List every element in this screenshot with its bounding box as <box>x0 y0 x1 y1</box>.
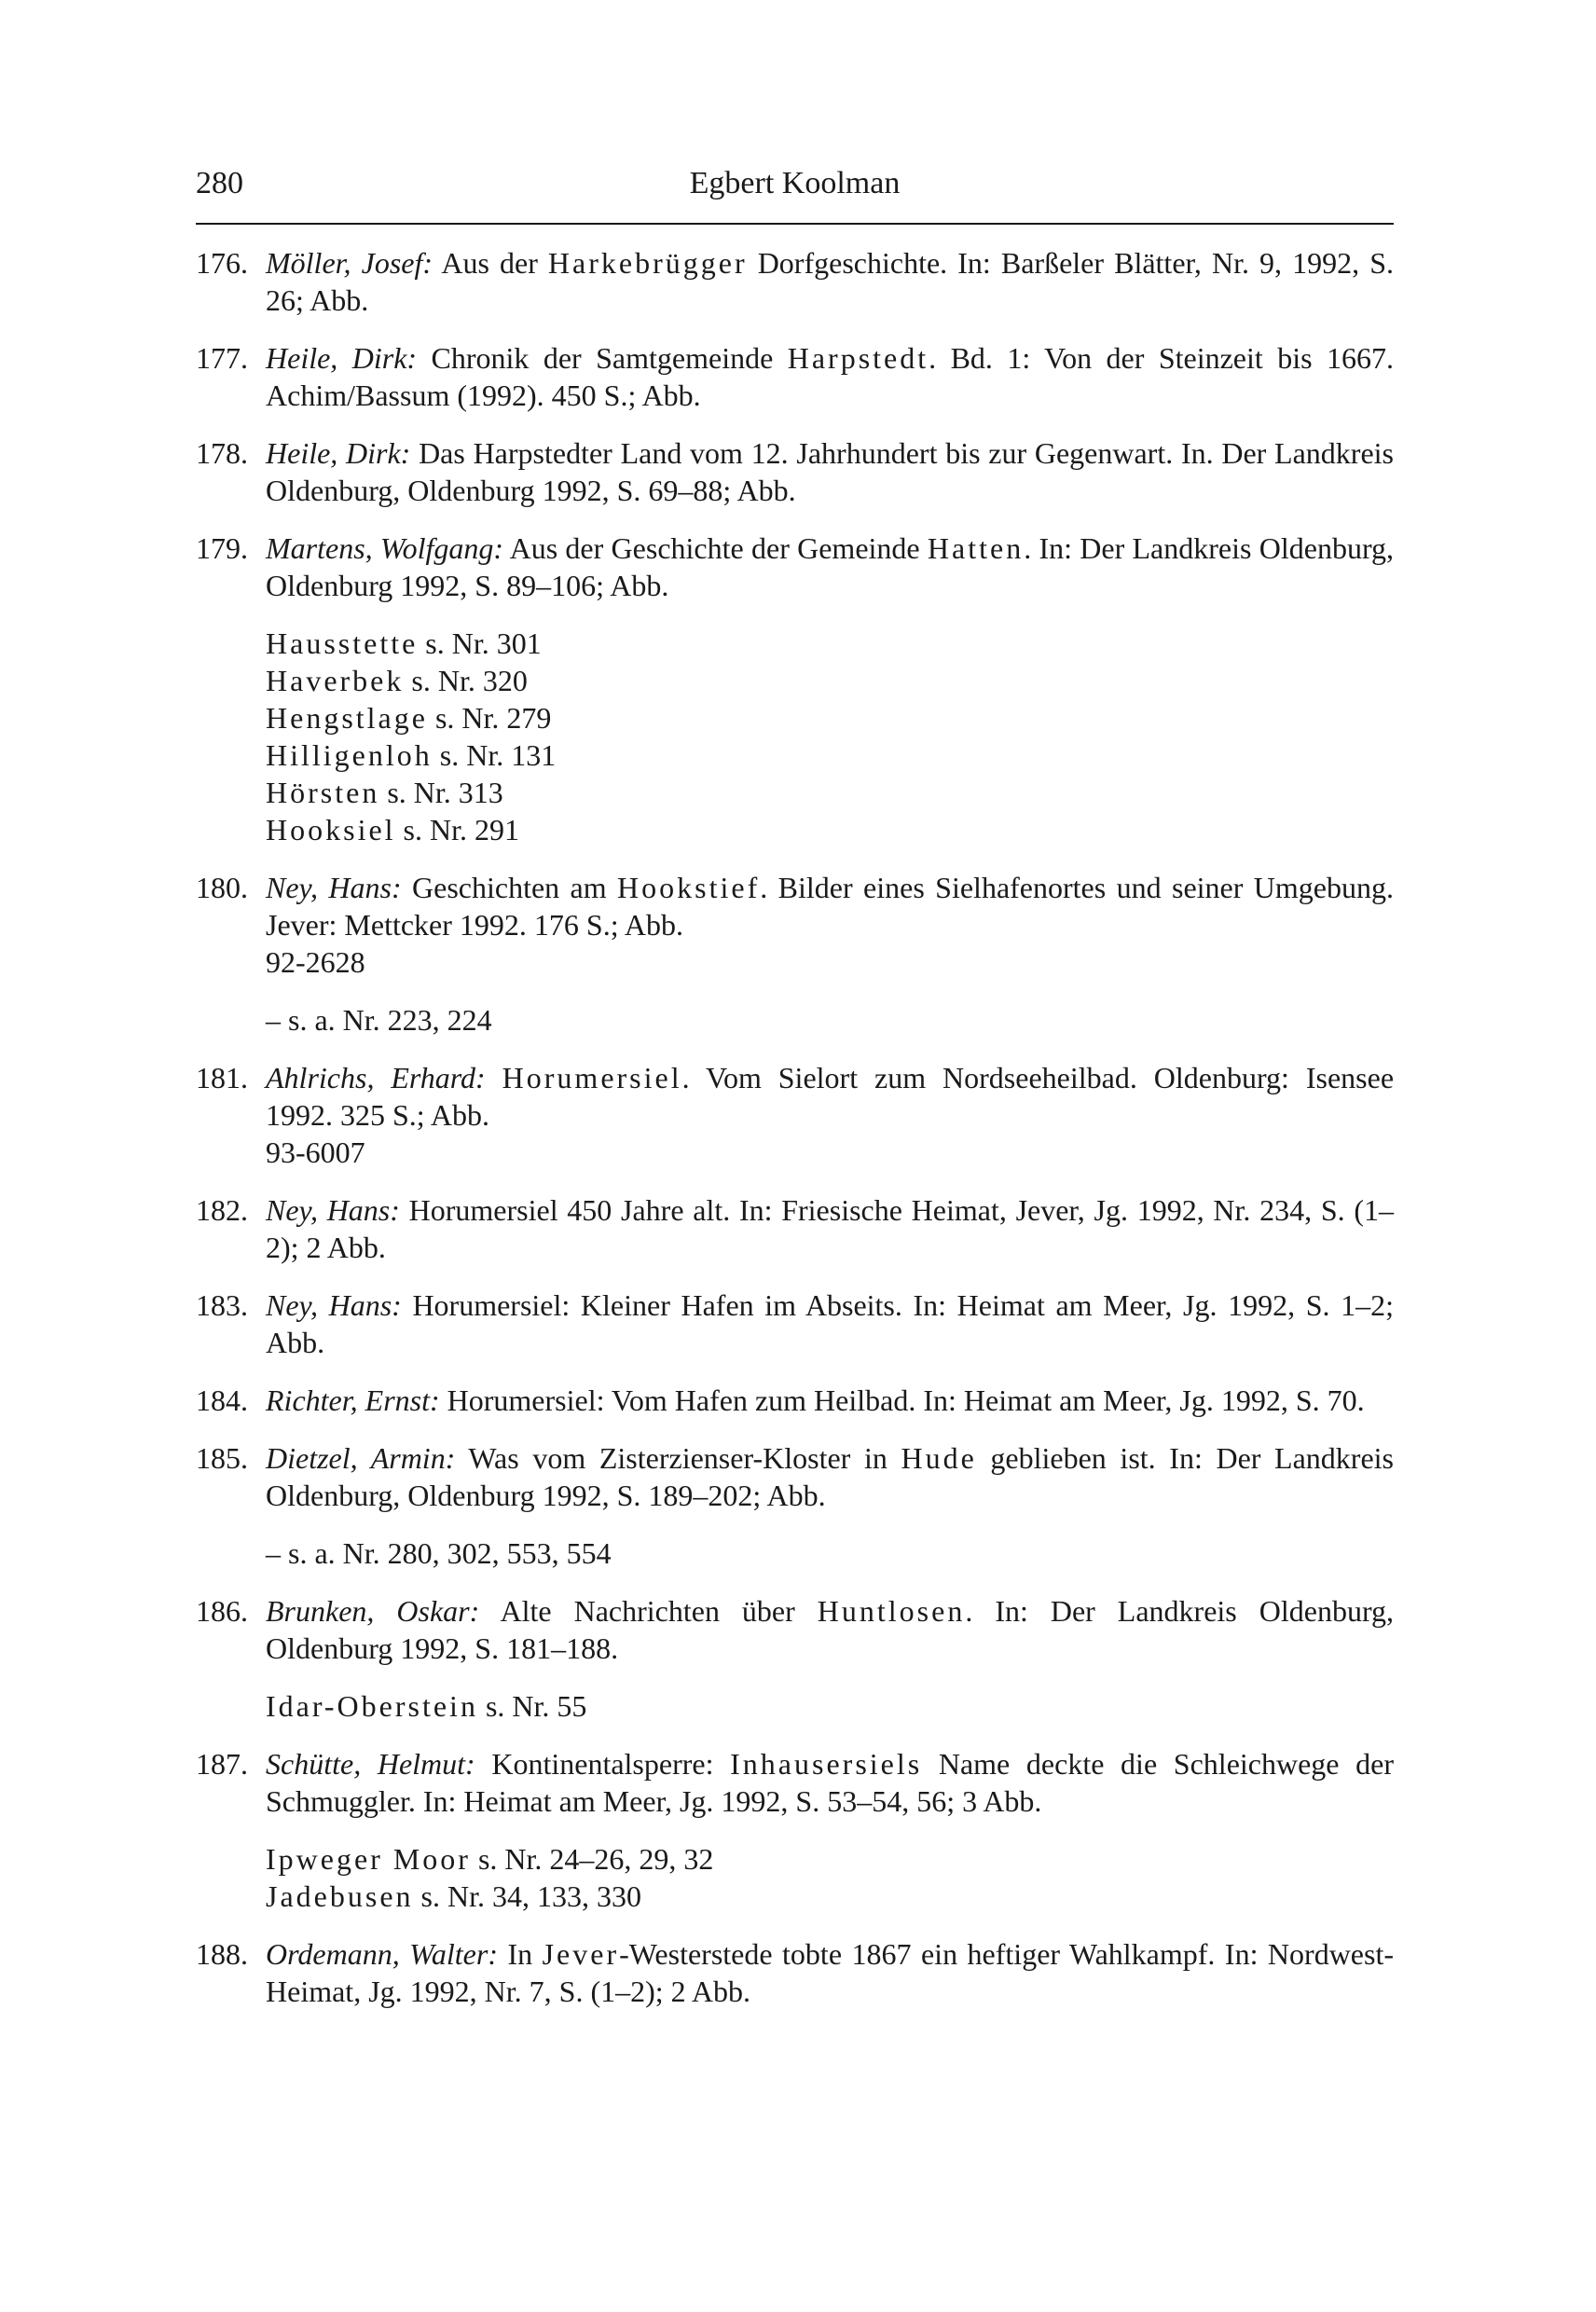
xref-target: s. Nr. 320 <box>404 664 528 697</box>
entry-text: . Bilder eines Sielhafenortes und seiner Umgebung. Jever: Mettcker 1992. 176 S.; Abb. <box>266 871 1395 942</box>
xref-place: Hengstlage <box>266 701 428 735</box>
bib-entry-180 <box>196 869 1394 981</box>
cross-reference <box>266 699 1394 736</box>
xref-target: s. Nr. 34, 133, 330 <box>413 1879 641 1913</box>
entry-number: 181. <box>196 1061 248 1094</box>
entry-number: 185. <box>196 1441 248 1475</box>
entry-text: . Vom Sielort zum Nordseeheilbad. Oldenburg: Isensee 1992. 325 S.; Abb. <box>266 1061 1395 1132</box>
xref-target: s. Nr. 279 <box>427 701 552 735</box>
entry-place: Hatten <box>927 531 1025 565</box>
entry-number: 180. <box>196 871 248 904</box>
entry-text: In <box>497 1937 543 1971</box>
running-author: Egbert Koolman <box>689 166 901 200</box>
bib-entry-181 <box>196 1059 1394 1171</box>
bib-entry-186 <box>196 1592 1394 1667</box>
xref-place: Jadebusen <box>266 1879 414 1913</box>
entry-number: 177. <box>196 341 248 375</box>
entry-number: 183. <box>196 1288 248 1322</box>
entry-text: . In: Der Landkreis Oldenburg, Oldenburg 1992, S. 89–106; Abb. <box>266 531 1395 602</box>
xref-place: Idar-Oberstein <box>266 1689 478 1723</box>
entry-text: Name deckte die Schleichwege der Schmuggler. In: Heimat am Meer, Jg. 1992, S. 53–54, 56; 3 Abb. <box>266 1747 1395 1818</box>
see-also-text: – s. a. Nr. 223, 224 <box>266 1003 492 1037</box>
xref-place: Hooksiel <box>266 813 396 846</box>
entry-text: Kontinentalsperre: <box>475 1747 731 1781</box>
entry-text: Geschichten am <box>401 871 618 904</box>
entry-number: 187. <box>196 1747 248 1781</box>
cross-reference <box>266 662 1394 699</box>
entry-text <box>486 1061 502 1094</box>
cross-reference-group <box>196 1687 1394 1725</box>
entry-text: -Westerstede tobte 1867 ein heftiger Wahlkampf. In: Nordwest-Heimat, Jg. 1992, Nr. 7, S. (1–2); 2 Abb. <box>266 1937 1395 2008</box>
entry-place: Jever <box>542 1937 620 1971</box>
entry-text: Das Harpstedter Land vom 12. Jahrhundert bis zur Gegenwart. In. Der Landkreis Oldenburg, Oldenburg 1992, S. 69–88; Abb. <box>266 436 1395 507</box>
entry-text: . In: Der Landkreis Oldenburg, Oldenburg 1992, S. 181–188. <box>266 1594 1395 1665</box>
header-rule <box>196 223 1394 225</box>
cross-reference <box>266 736 1394 774</box>
xref-place: Ipweger Moor <box>266 1842 471 1876</box>
entry-author: Heile, Dirk: <box>266 436 411 470</box>
entry-text: Was vom Zisterzienser-Kloster in <box>455 1441 901 1475</box>
entry-text: Aus der Geschichte der Gemeinde <box>503 531 928 565</box>
entry-place: Harkebrügger <box>547 246 748 280</box>
xref-target: s. Nr. 291 <box>395 813 519 846</box>
bibliography-list <box>196 244 1394 2030</box>
bib-entry-182 <box>196 1191 1394 1266</box>
entry-number: 176. <box>196 246 248 280</box>
cross-reference <box>266 811 1394 848</box>
entry-place: Huntlosen <box>817 1594 966 1628</box>
entry-number: 188. <box>196 1937 248 1971</box>
bib-entry-187 <box>196 1745 1394 1820</box>
entry-author: Schütte, Helmut: <box>266 1747 475 1781</box>
bib-entry-177 <box>196 339 1394 414</box>
entry-text: . Bd. 1: Von der Steinzeit bis 1667. Achim/Bassum (1992). 450 S.; Abb. <box>266 341 1394 412</box>
entry-number: 184. <box>196 1383 248 1417</box>
entry-author: Heile, Dirk: <box>266 341 418 375</box>
bib-entry-179 <box>196 530 1394 604</box>
entry-place: Inhausersiels <box>730 1747 923 1781</box>
running-header <box>196 166 1394 213</box>
entry-author: Möller, Josef: <box>266 246 433 280</box>
see-also-note <box>196 1534 1394 1572</box>
entry-number: 178. <box>196 436 248 470</box>
entry-place: Hookstief <box>617 871 761 904</box>
entry-text: Horumersiel: Kleiner Hafen im Abseits. In: Heimat am Meer, Jg. 1992, S. 1–2; Abb. <box>266 1288 1395 1359</box>
cross-reference <box>266 774 1394 811</box>
cross-reference <box>266 1840 1394 1878</box>
entry-text: Dorfgeschichte. In: Barßeler Blätter, Nr. 9, 1992, S. 26; Abb. <box>266 246 1394 317</box>
entry-author: Dietzel, Armin: <box>266 1441 456 1475</box>
entry-text: Chronik der Samtgemeinde <box>417 341 788 375</box>
bib-entry-176 <box>196 244 1394 319</box>
entry-author: Brunken, Oskar: <box>266 1594 480 1628</box>
xref-place: Hörsten <box>266 776 380 809</box>
see-also-note <box>196 1001 1394 1039</box>
entry-place: Horumersiel <box>502 1061 682 1094</box>
cross-reference <box>266 625 1394 662</box>
bib-entry-188 <box>196 1935 1394 2010</box>
entry-author: Richter, Ernst: <box>266 1383 440 1417</box>
xref-place: Hilligenloh <box>266 738 433 772</box>
cross-reference-group <box>196 1840 1394 1915</box>
entry-author: Ahlrichs, Erhard: <box>266 1061 486 1094</box>
entry-place: Hude <box>901 1441 977 1475</box>
xref-target: s. Nr. 301 <box>418 626 542 660</box>
page-number: 280 <box>196 166 243 200</box>
entry-text: Aus der <box>433 246 548 280</box>
bib-entry-183 <box>196 1287 1394 1361</box>
entry-text: Horumersiel 450 Jahre alt. In: Friesische Heimat, Jever, Jg. 1992, Nr. 234, S. (1–2); 2 Abb. <box>266 1193 1395 1264</box>
xref-target: s. Nr. 55 <box>477 1689 587 1723</box>
entry-author: Ney, Hans: <box>266 1288 402 1322</box>
see-also-text: – s. a. Nr. 280, 302, 553, 554 <box>266 1536 612 1570</box>
catalog-number: 92-2628 <box>266 945 365 979</box>
entry-author: Ordemann, Walter: <box>266 1937 498 1971</box>
entry-text: Alte Nachrichten über <box>479 1594 818 1628</box>
entry-text: Horumersiel: Vom Hafen zum Heilbad. In: Heimat am Meer, Jg. 1992, S. 70. <box>439 1383 1365 1417</box>
entry-author: Ney, Hans: <box>266 1193 400 1227</box>
catalog-number: 93-6007 <box>266 1135 365 1169</box>
entry-text: geblieben ist. In: Der Landkreis Oldenburg, Oldenburg 1992, S. 189–202; Abb. <box>266 1441 1395 1512</box>
bib-entry-185 <box>196 1439 1394 1514</box>
entry-place: Harpstedt <box>787 341 929 375</box>
entry-author: Ney, Hans: <box>266 871 402 904</box>
entry-number: 186. <box>196 1594 248 1628</box>
bib-entry-178 <box>196 434 1394 509</box>
entry-author: Martens, Wolfgang: <box>266 531 504 565</box>
entry-number: 179. <box>196 531 248 565</box>
bib-entry-184 <box>196 1382 1394 1419</box>
entry-number: 182. <box>196 1193 248 1227</box>
cross-reference-group <box>196 625 1394 848</box>
xref-target: s. Nr. 24–26, 29, 32 <box>470 1842 714 1876</box>
xref-target: s. Nr. 313 <box>379 776 503 809</box>
xref-place: Haverbek <box>266 664 405 697</box>
xref-target: s. Nr. 131 <box>432 738 557 772</box>
cross-reference <box>266 1687 1394 1725</box>
cross-reference <box>266 1878 1394 1915</box>
xref-place: Hausstette <box>266 626 419 660</box>
